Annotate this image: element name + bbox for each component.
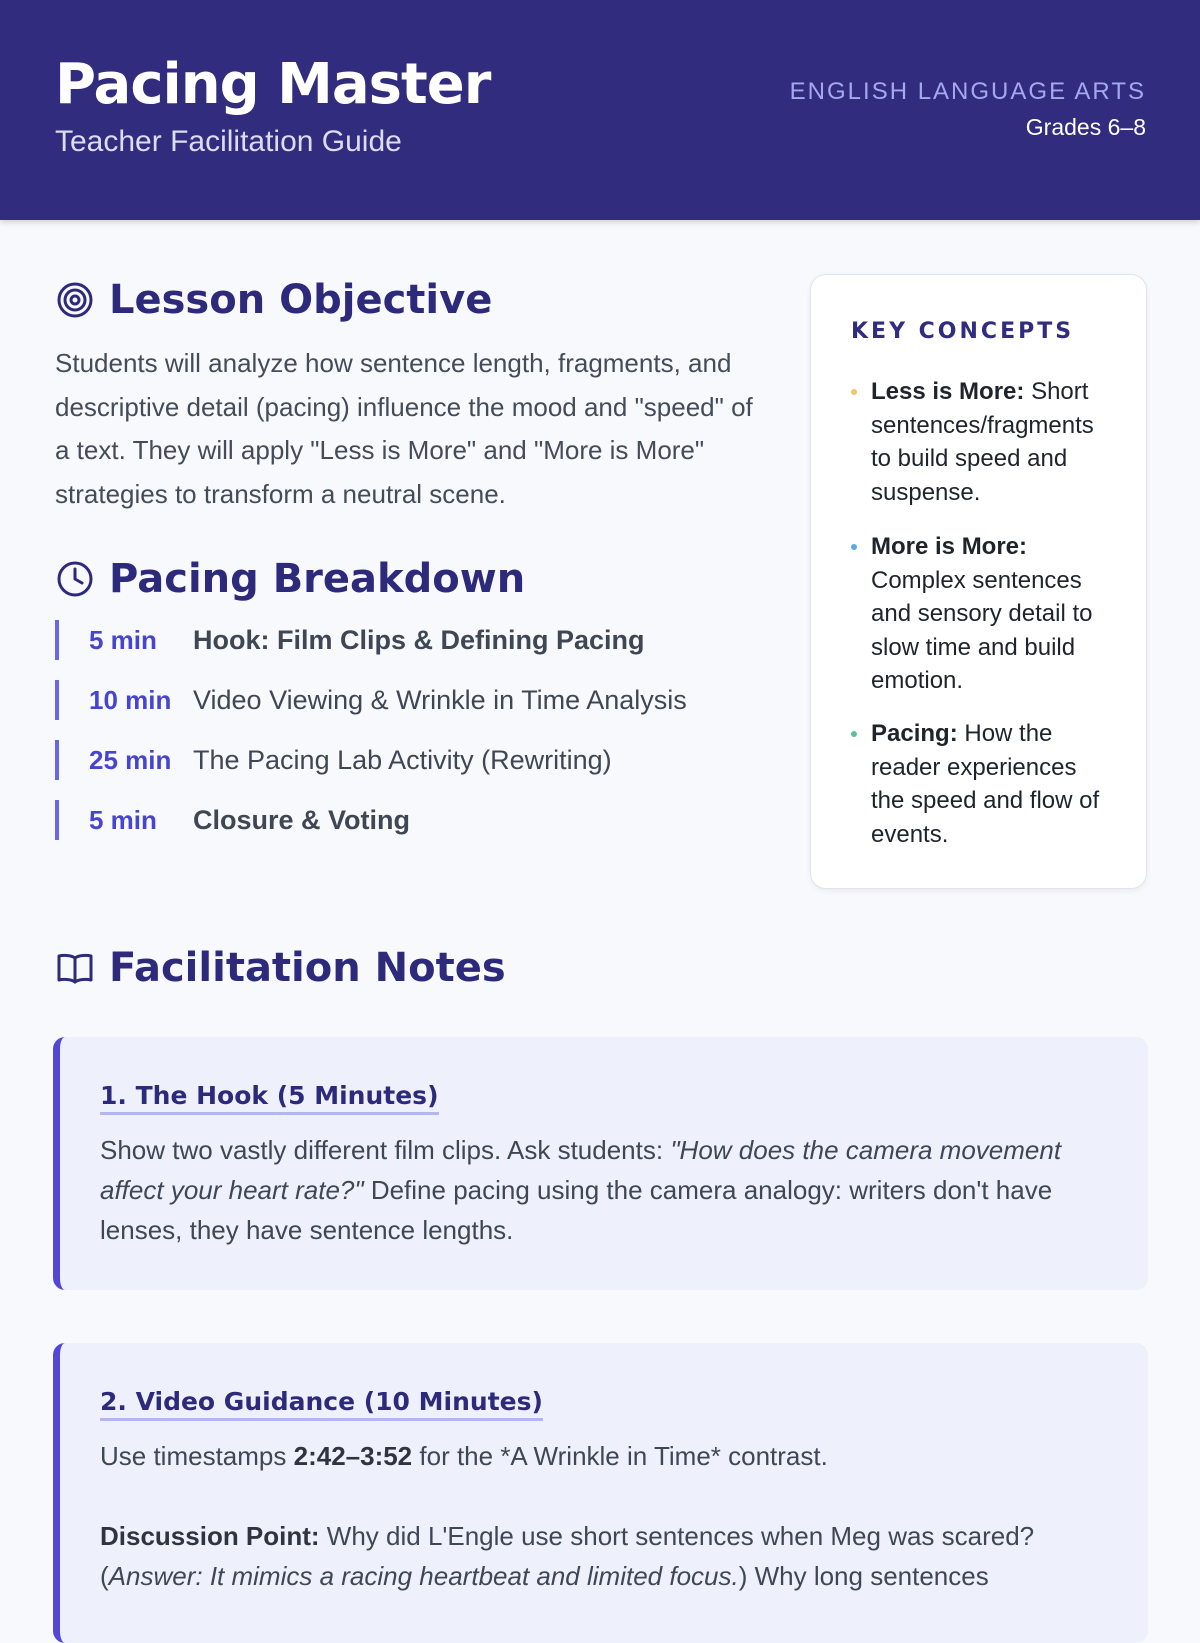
lesson-objective-heading — [55, 277, 492, 323]
concept-term: Less is More: — [871, 378, 1025, 405]
pacing-time: 5 min — [89, 624, 157, 655]
subject-label: ENGLISH LANGUAGE ARTS — [789, 78, 1146, 105]
target-icon — [55, 280, 95, 320]
facilitation-notes-title: Facilitation Notes — [109, 945, 506, 991]
concept-text — [871, 530, 1111, 698]
concept-text — [871, 375, 1111, 509]
bullet-icon — [851, 544, 857, 550]
answer-open: ( — [100, 1561, 109, 1591]
concept-description: Complex sentences and sensory detail to slow time and build emotion. — [871, 566, 1093, 694]
pacing-row — [55, 680, 755, 720]
lesson-objective-text: Students will analyze how sentence length, fragments, and descriptive detail (pacing) influence the mood and "speed" of a text. They will apply "Less is More" and "More is More" strategies to transform a neutral scene. — [55, 348, 753, 509]
header-banner — [0, 0, 1200, 220]
pacing-time: 25 min — [89, 744, 172, 775]
pacing-row — [55, 800, 755, 840]
note-title: 2. Video Guidance (10 Minutes) — [100, 1387, 543, 1421]
pacing-breakdown-title: Pacing Breakdown — [109, 556, 526, 602]
concept-item — [851, 375, 1111, 509]
bullet-icon — [851, 731, 857, 737]
pacing-activity: Hook: Film Clips & Defining Pacing — [193, 624, 645, 655]
grade-level: Grades 6–8 — [1025, 114, 1146, 140]
concept-item — [851, 717, 1111, 851]
timestamp-range: 2:42–3:52 — [293, 1441, 413, 1471]
note-text: Use timestamps — [100, 1441, 294, 1471]
discussion-text: Why did L'Engle use short sentences when Meg was scared? — [319, 1521, 1035, 1551]
note-quote: "How does the camera movement affect your heart rate?" — [100, 1135, 1062, 1205]
facilitation-notes-heading — [55, 945, 506, 991]
concept-description: How the reader experiences the speed and flow of events. — [871, 720, 1100, 848]
concept-text — [871, 717, 1111, 851]
concept-term: More is More: — [871, 533, 1028, 560]
concept-description: Short sentences/fragments to build speed and suspense. — [871, 378, 1094, 506]
note-text: Show two vastly different film clips. Ask students: — [100, 1135, 671, 1165]
book-open-icon — [55, 948, 95, 988]
pacing-time: 10 min — [89, 684, 172, 715]
concept-term: Pacing: — [871, 720, 958, 747]
answer-close: ) Why long sentences — [738, 1561, 989, 1591]
note-title: 1. The Hook (5 Minutes) — [100, 1081, 439, 1115]
key-concepts-card — [810, 274, 1147, 889]
pacing-row — [55, 740, 755, 780]
lesson-objective-title: Lesson Objective — [109, 277, 493, 323]
note-text: Define pacing using the camera analogy: writers don't have lenses, they have sentence lengths. — [100, 1175, 1053, 1245]
pacing-activity: The Pacing Lab Activity (Rewriting) — [193, 744, 612, 775]
pacing-time: 5 min — [89, 804, 157, 835]
note-card-video — [53, 1343, 1148, 1643]
page-subtitle: Teacher Facilitation Guide — [55, 125, 402, 158]
bullet-icon — [851, 389, 857, 395]
pacing-activity: Closure & Voting — [193, 804, 411, 835]
clock-icon — [55, 559, 95, 599]
discussion-answer: Answer: It mimics a racing heartbeat and limited focus. — [108, 1561, 739, 1591]
concept-item — [851, 530, 1111, 698]
pacing-breakdown-heading — [55, 556, 525, 602]
page-title: Pacing Master — [55, 52, 491, 117]
pacing-breakdown-list — [55, 620, 755, 860]
note-text: for the *A Wrinkle in Time* contrast. — [412, 1441, 828, 1471]
discussion-label: Discussion Point: — [100, 1521, 320, 1551]
discussion-point — [100, 1516, 1110, 1596]
pacing-row — [55, 620, 755, 660]
note-body — [100, 1436, 1110, 1476]
pacing-activity: Video Viewing & Wrinkle in Time Analysis — [193, 684, 687, 715]
note-body — [100, 1130, 1110, 1250]
key-concepts-title: KEY CONCEPTS — [851, 319, 1075, 344]
note-card-hook — [53, 1037, 1148, 1290]
